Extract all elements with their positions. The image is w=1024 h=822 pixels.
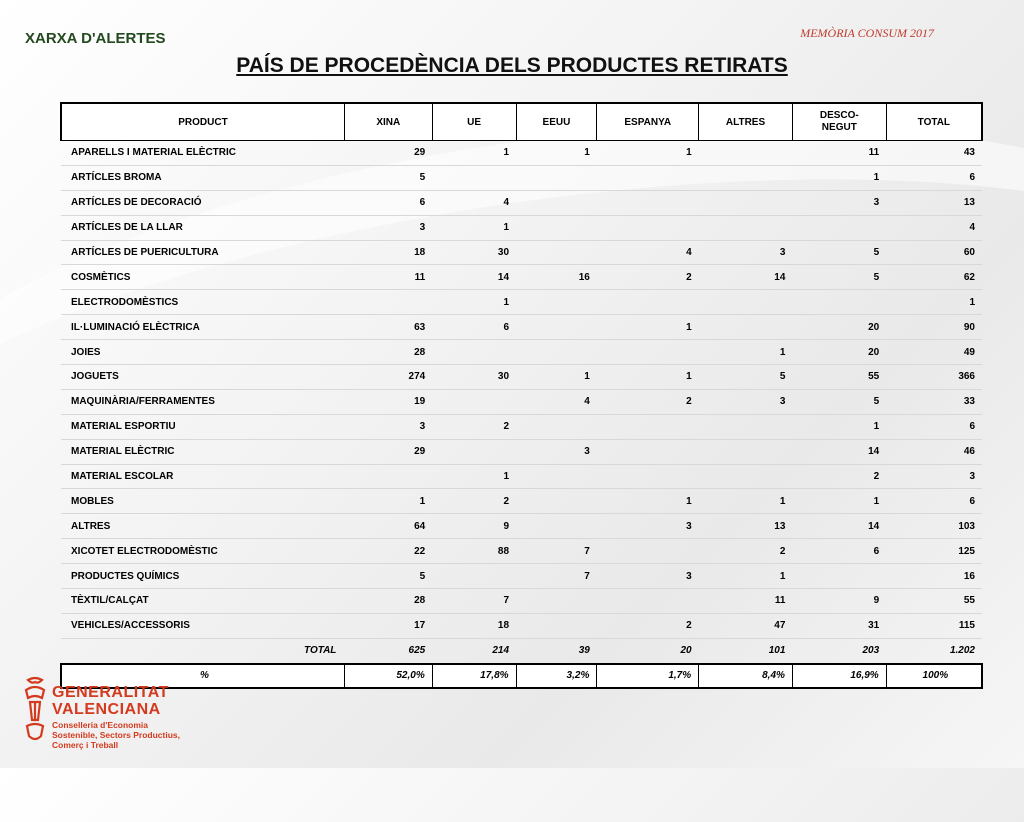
table-row	[61, 365, 982, 390]
total-label: TOTAL	[61, 638, 344, 663]
percent-cell: 3,2%	[516, 664, 597, 688]
percent-cell: 100%	[886, 664, 982, 688]
value-cell: 366	[886, 365, 982, 390]
value-cell	[432, 165, 516, 190]
table-row	[61, 439, 982, 464]
product-name-cell: MATERIAL ESPORTIU	[61, 414, 344, 439]
value-cell	[432, 389, 516, 414]
value-cell: 28	[344, 589, 432, 614]
column-header-altres: ALTRES	[699, 103, 793, 141]
value-cell	[344, 290, 432, 315]
value-cell: 90	[886, 315, 982, 340]
value-cell	[516, 464, 597, 489]
value-cell: 11	[699, 589, 793, 614]
column-header-desconegut: DESCO- NEGUT	[792, 103, 886, 141]
value-cell: 18	[344, 240, 432, 265]
value-cell: 6	[886, 489, 982, 514]
product-name-cell: VEHICLES/ACCESSORIS	[61, 613, 344, 638]
table-row	[61, 613, 982, 638]
value-cell	[597, 340, 699, 365]
column-header-espanya: ESPANYA	[597, 103, 699, 141]
logo-dept1: Conselleria d'Economia	[52, 720, 149, 730]
percent-cell: 52,0%	[344, 664, 432, 688]
table-row	[61, 514, 982, 539]
value-cell: 115	[886, 613, 982, 638]
table-row	[61, 589, 982, 614]
product-name-cell: JOGUETS	[61, 365, 344, 390]
value-cell: 3	[597, 564, 699, 589]
value-cell: 1	[597, 489, 699, 514]
value-cell: 20	[792, 315, 886, 340]
value-cell	[792, 290, 886, 315]
table-row	[61, 165, 982, 190]
value-cell: 1	[516, 141, 597, 166]
value-cell	[792, 215, 886, 240]
product-name-cell: XICOTET ELECTRODOMÈSTIC	[61, 539, 344, 564]
value-cell: 1	[699, 564, 793, 589]
value-cell: 1	[699, 340, 793, 365]
value-cell: 19	[344, 389, 432, 414]
value-cell	[699, 141, 793, 166]
value-cell: 1	[432, 141, 516, 166]
percent-row	[61, 664, 982, 688]
value-cell: 6	[792, 539, 886, 564]
total-cell: 625	[344, 638, 432, 663]
value-cell: 2	[432, 489, 516, 514]
value-cell	[699, 414, 793, 439]
value-cell: 103	[886, 514, 982, 539]
value-cell	[432, 564, 516, 589]
value-cell: 7	[432, 589, 516, 614]
value-cell: 49	[886, 340, 982, 365]
value-cell: 2	[597, 389, 699, 414]
page-title: PAÍS DE PROCEDÈNCIA DELS PRODUCTES RETIRATS	[236, 54, 788, 77]
table-row	[61, 290, 982, 315]
value-cell	[597, 589, 699, 614]
value-cell	[699, 165, 793, 190]
value-cell: 16	[516, 265, 597, 290]
value-cell: 88	[432, 539, 516, 564]
value-cell: 5	[699, 365, 793, 390]
value-cell: 29	[344, 439, 432, 464]
value-cell: 55	[886, 589, 982, 614]
value-cell: 13	[886, 190, 982, 215]
value-cell	[516, 290, 597, 315]
value-cell: 1	[597, 365, 699, 390]
value-cell	[516, 489, 597, 514]
table-row	[61, 265, 982, 290]
product-name-cell: IL·LUMINACIÓ ELÈCTRICA	[61, 315, 344, 340]
value-cell: 3	[516, 439, 597, 464]
value-cell: 1	[792, 165, 886, 190]
value-cell: 1	[792, 489, 886, 514]
percent-cell: 16,9%	[792, 664, 886, 688]
value-cell: 11	[344, 265, 432, 290]
value-cell	[699, 315, 793, 340]
value-cell: 2	[597, 613, 699, 638]
value-cell: 125	[886, 539, 982, 564]
value-cell: 18	[432, 613, 516, 638]
value-cell: 63	[344, 315, 432, 340]
value-cell	[597, 165, 699, 190]
product-name-cell: COSMÈTICS	[61, 265, 344, 290]
value-cell: 5	[792, 240, 886, 265]
value-cell: 6	[886, 165, 982, 190]
value-cell: 3	[886, 464, 982, 489]
value-cell: 1	[699, 489, 793, 514]
value-cell: 14	[792, 439, 886, 464]
value-cell: 47	[699, 613, 793, 638]
value-cell: 46	[886, 439, 982, 464]
product-name-cell: APARELLS I MATERIAL ELÈCTRIC	[61, 141, 344, 166]
value-cell: 30	[432, 365, 516, 390]
value-cell: 2	[792, 464, 886, 489]
value-cell: 1	[432, 464, 516, 489]
value-cell	[597, 414, 699, 439]
value-cell: 5	[344, 564, 432, 589]
value-cell: 28	[344, 340, 432, 365]
product-name-cell: ELECTRODOMÈSTICS	[61, 290, 344, 315]
value-cell	[699, 190, 793, 215]
total-cell: 214	[432, 638, 516, 663]
column-header-xina: XINA	[344, 103, 432, 141]
value-cell	[597, 190, 699, 215]
logo-line2: VALENCIANA	[52, 701, 161, 718]
product-name-cell: MATERIAL ELÈCTRIC	[61, 439, 344, 464]
value-cell: 5	[792, 265, 886, 290]
value-cell	[516, 613, 597, 638]
value-cell	[699, 439, 793, 464]
value-cell: 29	[344, 141, 432, 166]
logo-department	[52, 720, 180, 750]
value-cell: 274	[344, 365, 432, 390]
value-cell	[516, 240, 597, 265]
value-cell: 6	[432, 315, 516, 340]
table-body	[61, 141, 982, 639]
table-row	[61, 240, 982, 265]
value-cell	[699, 290, 793, 315]
value-cell	[699, 215, 793, 240]
value-cell: 1	[792, 414, 886, 439]
table-row	[61, 215, 982, 240]
value-cell	[516, 215, 597, 240]
value-cell: 1	[432, 215, 516, 240]
value-cell: 6	[344, 190, 432, 215]
value-cell: 9	[432, 514, 516, 539]
table-row	[61, 539, 982, 564]
total-cell: 203	[792, 638, 886, 663]
value-cell	[516, 589, 597, 614]
value-cell: 7	[516, 564, 597, 589]
value-cell: 14	[699, 265, 793, 290]
value-cell	[516, 165, 597, 190]
product-name-cell: TÈXTIL/CALÇAT	[61, 589, 344, 614]
logo-dept3: Comerç i Treball	[52, 740, 119, 750]
value-cell: 1	[597, 141, 699, 166]
value-cell: 64	[344, 514, 432, 539]
value-cell	[516, 514, 597, 539]
product-name-cell: MOBLES	[61, 489, 344, 514]
value-cell: 16	[886, 564, 982, 589]
value-cell: 62	[886, 265, 982, 290]
percent-cell: 8,4%	[699, 664, 793, 688]
percent-label: %	[61, 664, 344, 688]
value-cell	[792, 564, 886, 589]
value-cell: 6	[886, 414, 982, 439]
value-cell: 4	[886, 215, 982, 240]
value-cell	[597, 290, 699, 315]
report-label: MEMÒRIA CONSUM 2017	[800, 26, 934, 40]
value-cell: 1	[344, 489, 432, 514]
value-cell: 1	[432, 290, 516, 315]
table-row	[61, 141, 982, 166]
logo-name	[52, 684, 169, 718]
percent-cell: 17,8%	[432, 664, 516, 688]
value-cell: 17	[344, 613, 432, 638]
value-cell: 2	[432, 414, 516, 439]
value-cell: 5	[792, 389, 886, 414]
value-cell	[516, 190, 597, 215]
value-cell: 43	[886, 141, 982, 166]
value-cell	[516, 315, 597, 340]
value-cell: 20	[792, 340, 886, 365]
total-cell: 20	[597, 638, 699, 663]
table-header-row	[61, 103, 982, 141]
value-cell: 14	[432, 265, 516, 290]
value-cell	[344, 464, 432, 489]
value-cell: 1	[516, 365, 597, 390]
total-cell: 39	[516, 638, 597, 663]
value-cell: 30	[432, 240, 516, 265]
value-cell: 7	[516, 539, 597, 564]
table-row	[61, 340, 982, 365]
value-cell: 14	[792, 514, 886, 539]
value-cell: 3	[699, 389, 793, 414]
network-label: XARXA D'ALERTES	[25, 30, 166, 47]
column-header-product: PRODUCT	[61, 103, 344, 141]
product-name-cell: MAQUINÀRIA/FERRAMENTES	[61, 389, 344, 414]
value-cell: 9	[792, 589, 886, 614]
product-name-cell: PRODUCTES QUÍMICS	[61, 564, 344, 589]
value-cell: 55	[792, 365, 886, 390]
product-name-cell: JOIES	[61, 340, 344, 365]
value-cell: 5	[344, 165, 432, 190]
value-cell: 4	[432, 190, 516, 215]
value-cell: 1	[597, 315, 699, 340]
product-name-cell: ARTÍCLES DE PUERICULTURA	[61, 240, 344, 265]
value-cell	[597, 464, 699, 489]
table-row	[61, 564, 982, 589]
column-header-ue: UE	[432, 103, 516, 141]
column-header-eeuu: EEUU	[516, 103, 597, 141]
logo-dept2: Sostenible, Sectors Productius,	[52, 730, 181, 740]
value-cell: 4	[597, 240, 699, 265]
products-table	[60, 102, 983, 689]
total-row	[61, 638, 982, 663]
value-cell	[699, 464, 793, 489]
value-cell: 3	[792, 190, 886, 215]
table-row	[61, 315, 982, 340]
table-row	[61, 464, 982, 489]
product-name-cell: ARTÍCLES BROMA	[61, 165, 344, 190]
product-name-cell: ARTÍCLES DE DECORACIÓ	[61, 190, 344, 215]
table-row	[61, 414, 982, 439]
value-cell: 60	[886, 240, 982, 265]
table-row	[61, 190, 982, 215]
value-cell: 3	[597, 514, 699, 539]
product-name-cell: ARTÍCLES DE LA LLAR	[61, 215, 344, 240]
value-cell	[432, 340, 516, 365]
logo-line1: GENERALITAT	[52, 684, 169, 701]
value-cell: 11	[792, 141, 886, 166]
value-cell	[597, 215, 699, 240]
value-cell	[597, 439, 699, 464]
column-header-total: TOTAL	[886, 103, 982, 141]
table-row	[61, 389, 982, 414]
value-cell: 33	[886, 389, 982, 414]
value-cell: 3	[699, 240, 793, 265]
value-cell: 31	[792, 613, 886, 638]
value-cell: 3	[344, 414, 432, 439]
value-cell: 2	[699, 539, 793, 564]
total-cell: 101	[699, 638, 793, 663]
value-cell: 2	[597, 265, 699, 290]
value-cell	[516, 340, 597, 365]
value-cell: 13	[699, 514, 793, 539]
total-cell: 1.202	[886, 638, 982, 663]
product-name-cell: ALTRES	[61, 514, 344, 539]
value-cell: 22	[344, 539, 432, 564]
value-cell: 3	[344, 215, 432, 240]
value-cell	[597, 539, 699, 564]
table-row	[61, 489, 982, 514]
value-cell: 1	[886, 290, 982, 315]
value-cell	[516, 414, 597, 439]
crest-icon	[22, 676, 48, 746]
percent-cell: 1,7%	[597, 664, 699, 688]
value-cell: 4	[516, 389, 597, 414]
value-cell	[432, 439, 516, 464]
product-name-cell: MATERIAL ESCOLAR	[61, 464, 344, 489]
